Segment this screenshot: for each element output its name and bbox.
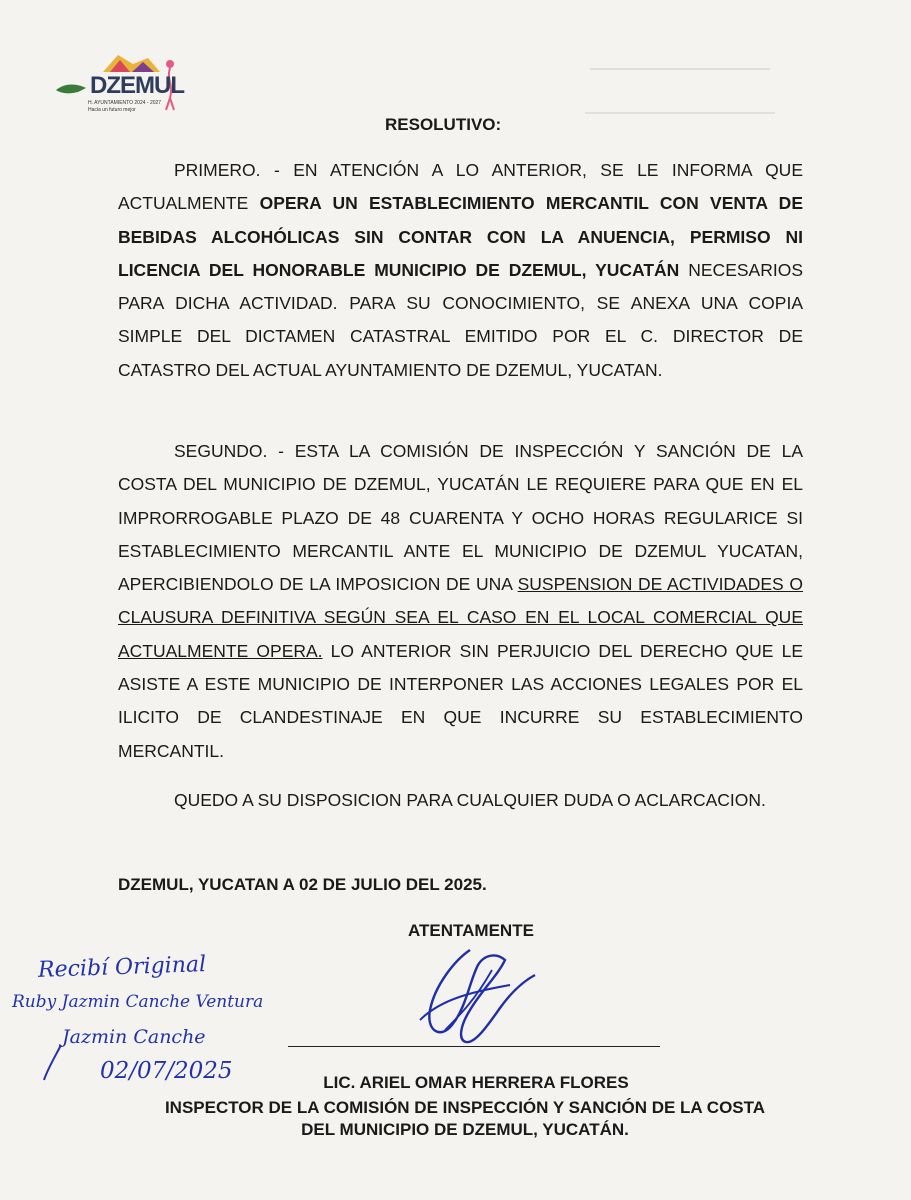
- handwritten-received-line: Recibí Original: [37, 952, 207, 983]
- bleed-through-text: [590, 68, 770, 80]
- handwritten-signature-name: Jazmin Canche: [62, 1026, 206, 1048]
- closing-atentamente: ATENTAMENTE: [408, 921, 534, 940]
- primero-paragraph: [118, 154, 803, 387]
- signature-line: [288, 1046, 660, 1047]
- handwritten-recipient-name: Ruby Jazmin Canche Ventura: [12, 992, 264, 1012]
- segundo-rest: LO ANTERIOR SIN PERJUICIO DEL DERECHO QUE LE ASISTE A ESTE MUNICIPIO DE INTERPONER LAS ACCIONES LEGALES POR EL ILICITO DE CLANDESTINAJE EN QUE INCURRE SU ESTABLECIMIENTO MERCANTIL.: [118, 640, 803, 761]
- primero-lead: PRIMERO. - EN ATENCIÓN A LO ANTERIOR, SE LE INFORMA QUE ACTUALMENTE: [118, 160, 803, 214]
- logo-slogan: Hacia un futuro mejor: [88, 107, 136, 113]
- signatory-title: [110, 1097, 820, 1141]
- resolutivo-heading: RESOLUTIVO:: [385, 115, 502, 134]
- signatory-title-line2: DEL MUNICIPIO DE DZEMUL, YUCATÁN.: [301, 1120, 629, 1139]
- segundo-underlined-text: SUSPENSION DE ACTIVIDADES O CLAUSURA DEFINITIVA SEGÚN SEA EL CASO EN EL LOCAL COMERCIAL QUE ACTUALMENTE OPERA.: [118, 574, 804, 661]
- quedo-paragraph: [118, 784, 803, 817]
- segundo-paragraph: [118, 435, 803, 768]
- quedo-text: QUEDO A SU DISPOSICION PARA CUALQUIER DUDA O ACLARCACION.: [174, 790, 766, 810]
- date-line: DZEMUL, YUCATAN A 02 DE JULIO DEL 2025.: [118, 875, 487, 894]
- primero-rest: NECESARIOS PARA DICHA ACTIVIDAD. PARA SU CONOCIMIENTO, SE ANEXA UNA COPIA SIMPLE DEL DICTAMEN CATASTRAL EMITIDO POR EL C. DIRECTOR DE CATASTRO DEL ACTUAL AYUNTAMIENTO DE DZEMUL, YUCATAN.: [118, 259, 803, 380]
- logo-name: DZEMUL: [90, 72, 184, 99]
- logo-subtitle: H. AYUNTAMIENTO 2024 - 2027: [88, 100, 162, 106]
- signature-scribble: [400, 930, 550, 1060]
- primero-bold-text: OPERA UN ESTABLECIMIENTO MERCANTIL CON VENTA DE BEBIDAS ALCOHÓLICAS SIN CONTAR CON LA ANUENCIA, PERMISO NI LICENCIA DEL HONORABLE MUNICIPIO DE DZEMUL, YUCATÁN: [118, 193, 803, 280]
- handwritten-date: 02/07/2025: [100, 1058, 233, 1084]
- handwritten-mark: [36, 1040, 66, 1085]
- signatory-name: LIC. ARIEL OMAR HERRERA FLORES: [323, 1073, 629, 1092]
- municipality-logo: [48, 50, 198, 120]
- segundo-lead: SEGUNDO. - ESTA LA COMISIÓN DE INSPECCIÓN Y SANCIÓN DE LA COSTA DEL MUNICIPIO DE DZEMUL, YUCATÁN LE REQUIERE PARA QUE EN EL IMPRORROGABLE PLAZO DE 48 CUARENTA Y OCHO HORAS REGULARICE SI ESTABLECIMIENTO MERCANTIL ANTE EL MUNICIPIO DE DZEMUL YUCATAN, APERCIBIENDOLO DE LA IMPOSICION DE UNA: [118, 441, 803, 595]
- bleed-through-text: [585, 112, 775, 124]
- signatory-title-line1: INSPECTOR DE LA COMISIÓN DE INSPECCIÓN Y SANCIÓN DE LA COSTA: [164, 1098, 766, 1117]
